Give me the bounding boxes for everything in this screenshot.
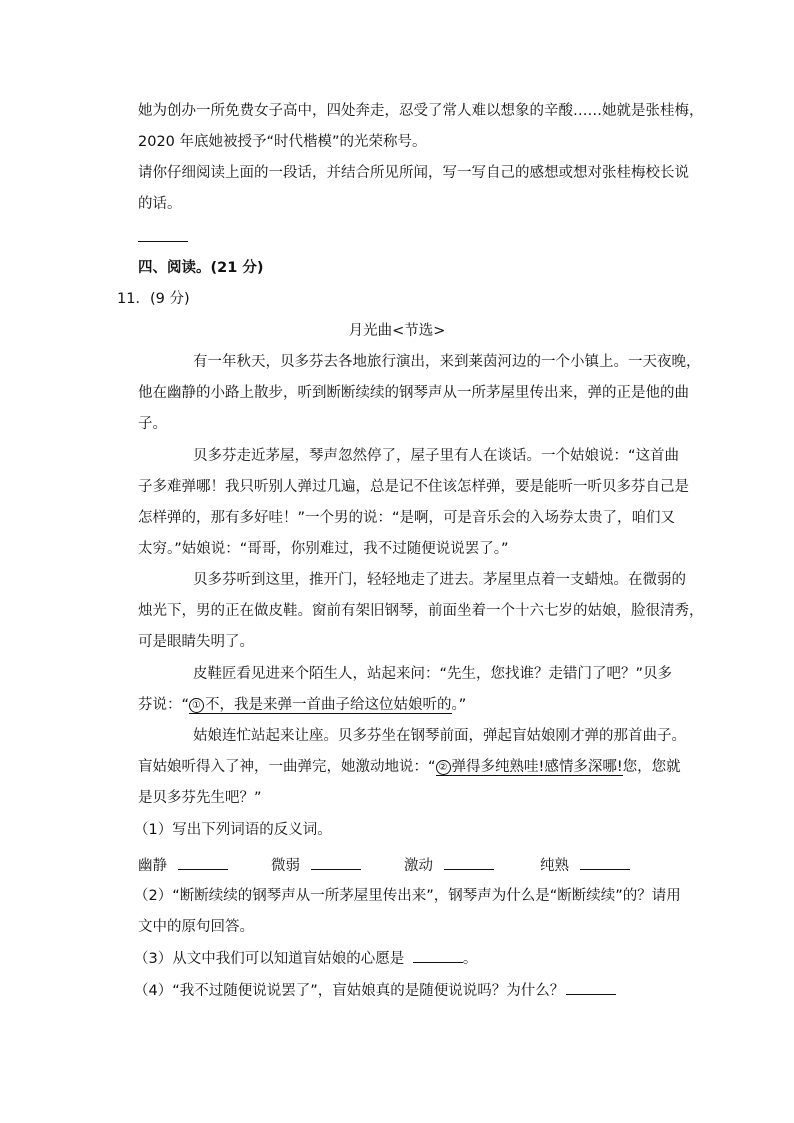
passage-p4-line-2 [138,695,466,715]
passage-p2-line-2: 子多难弹哪！我只听别人弹过几遍，总是记不住该怎样弹，要是能听一听贝多芬自己是 [138,479,689,495]
antonym-blank-4[interactable] [580,855,630,870]
passage-p4-line-1: 皮鞋匠看见进来个陌生人，站起来问：“先生，您找谁？走错门了吧？”贝多 [193,666,673,682]
intro-line-1: 她为创办一所免费女子高中，四处奔走，忍受了常人难以想象的辛酸……她就是张桂梅， [138,103,704,119]
question-3-text: （3）从文中我们可以知道盲姑娘的心愿是 [134,951,405,967]
question-number: 11．(9 分) [117,291,190,307]
question-3-suffix: 。 [462,951,478,967]
passage-p2-line-3: 怎样弹的，那有多好哇！”一个男的说：“是啊，可是音乐会的入场券太贵了，咱们又 [138,510,676,526]
passage-p3-line-3: 可是眼睛失明了。 [138,634,254,650]
antonym-item-3 [404,855,494,876]
intro-line-2: 2020 年底她被授予“时代楷模”的光荣称号。 [138,134,427,150]
p5-line-2-suffix: 您，您就 [622,759,681,775]
question-2-line-1: （2）“断断续续的钢琴声从一所茅屋里传出来”，钢琴声为什么是“断断续续”的？请用 [134,888,681,904]
antonym-word-2: 微弱 [271,858,300,874]
antonym-item-1 [138,855,228,876]
antonym-blank-3[interactable] [444,855,494,870]
passage-p3-line-1: 贝多芬听到这里，推开门，轻轻地走了进去。茅屋里点着一支蜡烛。在微弱的 [193,572,686,588]
circled-number-1: ① [189,698,204,713]
antonym-word-1: 幽静 [138,858,167,874]
answer-blank-essay[interactable] [138,241,188,242]
p4-line-2-suffix: 。” [451,697,467,713]
question-4-text: （4）“我不过随便说说罢了”，盲姑娘真的是随便说说吗？为什么？ [134,983,565,999]
underlined-sentence-1 [189,697,452,714]
question-3 [134,948,477,969]
antonym-word-3: 激动 [404,858,433,874]
answer-blank-q3[interactable] [413,948,463,963]
passage-p5-line-3: 是贝多芬先生吧？” [138,790,262,806]
passage-title: 月光曲<节选> [348,323,446,339]
question-2-line-2: 文中的原句回答。 [138,919,254,935]
p5-line-2-prefix: 盲姑娘听得入了神，一曲弹完，她激动地说：“ [138,759,436,775]
passage-p1-line-3: 子。 [138,416,167,432]
antonym-blank-1[interactable] [178,855,228,870]
antonym-word-4: 纯熟 [540,858,569,874]
passage-p1-line-2: 他在幽静的小路上散步，听到断断续续的钢琴声从一所茅屋里传出来，弹的正是他的曲 [138,385,689,401]
question-4 [134,980,616,1001]
underlined-sentence-2 [436,759,623,776]
question-1: （1）写出下列词语的反义词。 [134,822,332,838]
passage-p3-line-2: 烛光下，男的正在做皮鞋。窗前有架旧钢琴，前面坐着一个十六七岁的姑娘，脸很清秀， [138,603,704,619]
answer-blank-q4[interactable] [566,980,616,995]
passage-p5-line-1: 姑娘连忙站起来让座。贝多芬坐在钢琴前面，弹起盲姑娘刚才弹的那首曲子。 [193,728,686,744]
section-heading: 四、阅读。(21 分) [138,260,264,276]
passage-p2-line-1: 贝多芬走近茅屋，琴声忽然停了，屋子里有人在谈话。一个姑娘说：“这首曲 [193,448,680,464]
antonym-blank-2[interactable] [311,855,361,870]
passage-p2-line-4: 太穷。”姑娘说：“哥哥，你别难过，我不过随便说说罢了。” [138,541,509,557]
antonym-item-2 [271,855,361,876]
antonym-item-4 [540,855,630,876]
circled-number-2: ② [436,760,451,775]
p4-line-2-prefix: 芬说：“ [138,697,190,713]
underlined-text-1: 不，我是来弹一首曲子给这位姑娘听的 [205,697,452,713]
passage-p5-line-2 [138,757,681,777]
prompt-line-2: 的话。 [138,196,182,212]
passage-p1-line-1: 有一年秋天，贝多芬去各地旅行演出，来到莱茵河边的一个小镇上。一天夜晚， [193,354,701,370]
prompt-line-1: 请你仔细阅读上面的一段话，并结合所见所闻，写一写自己的感想或想对张桂梅校长说 [138,165,689,181]
underlined-text-2: 弹得多纯熟哇!感情多深哪! [451,759,623,775]
